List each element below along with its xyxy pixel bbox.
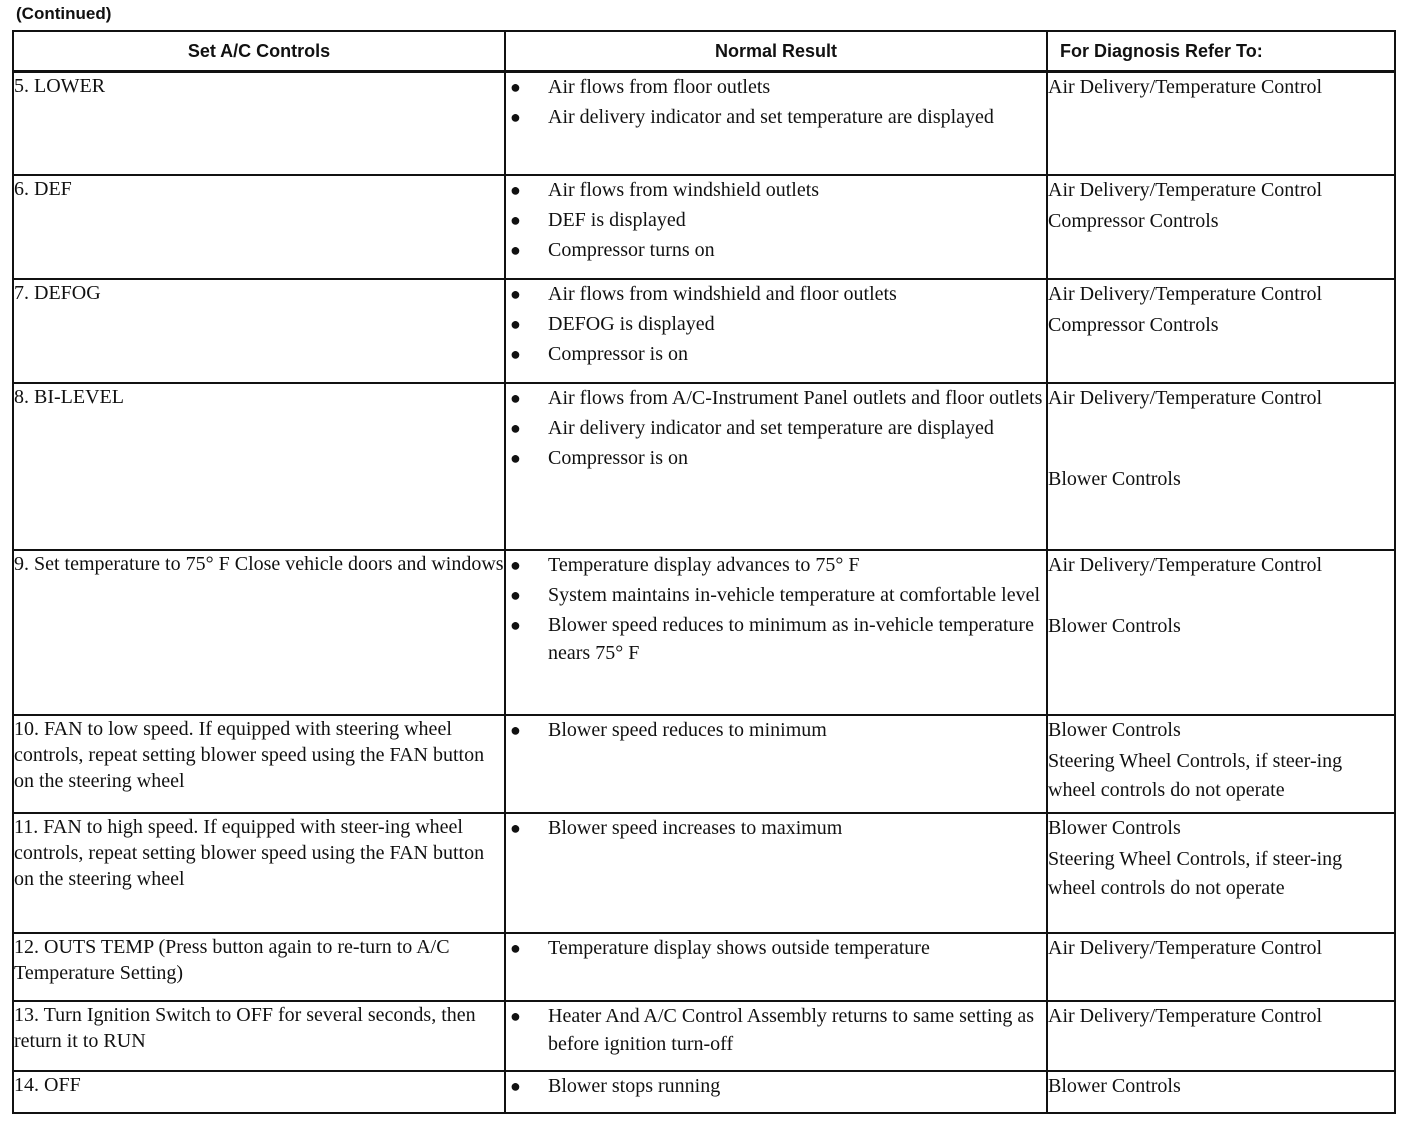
column-header-result: Normal Result — [505, 31, 1047, 72]
reference-text: Air Delivery/Temperature Control — [1048, 386, 1323, 409]
reference-text: Blower Controls — [1048, 1074, 1181, 1097]
bullet-icon: ● — [510, 283, 521, 304]
bullet-icon: ● — [510, 107, 521, 127]
result-cell — [505, 279, 1047, 383]
bullet-icon: ● — [510, 447, 521, 468]
control-cell — [13, 813, 505, 933]
reference-cell — [1047, 72, 1395, 175]
control-cell — [13, 279, 505, 383]
table-row — [13, 279, 1395, 383]
reference-cell — [1047, 813, 1395, 933]
table-row — [13, 383, 1395, 550]
table-row — [13, 1001, 1395, 1071]
bullet-icon: ● — [510, 387, 521, 408]
control-cell — [13, 933, 505, 1001]
result-item: ● Air flows from windshield outlets — [506, 176, 1046, 204]
bullet-icon: ● — [510, 937, 521, 958]
reference-text: Steering Wheel Controls, if steer-ing wheel controls do not operate — [1048, 749, 1343, 801]
bullet-icon: ● — [510, 817, 521, 838]
result-item: ● Blower stops running — [506, 1072, 1046, 1100]
bullet-icon: ● — [510, 343, 521, 364]
table-header-row — [13, 31, 1395, 72]
bullet-icon: ● — [510, 719, 521, 740]
result-cell — [505, 715, 1047, 813]
control-text: 14. OFF — [14, 1073, 81, 1096]
control-text: 11. FAN to high speed. If equipped with steer-ing wheel controls, repeat setting blower speed using the FAN button on the steering wheel — [14, 815, 485, 890]
reference-text: Air Delivery/Temperature Control — [1048, 76, 1323, 98]
reference-text: Compressor Controls — [1048, 209, 1219, 232]
result-cell — [505, 175, 1047, 279]
reference-cell — [1047, 175, 1395, 279]
control-text: 8. BI-LEVEL — [14, 385, 124, 408]
column-header-diagnosis: For Diagnosis Refer To: — [1047, 31, 1395, 72]
reference-cell — [1047, 279, 1395, 383]
column-header-controls: Set A/C Controls — [13, 31, 505, 72]
table-row — [13, 933, 1395, 1001]
reference-text: Air Delivery/Temperature Control — [1048, 1004, 1323, 1027]
result-item: ● System maintains in-vehicle temperature at comfortable level — [506, 581, 1046, 609]
control-cell — [13, 72, 505, 175]
result-cell — [505, 72, 1047, 175]
result-item: ● Blower speed reduces to minimum — [506, 716, 1046, 744]
result-item: ● DEFOG is displayed — [506, 310, 1046, 338]
control-text: 13. Turn Ignition Switch to OFF for several seconds, then return it to RUN — [14, 1003, 476, 1052]
reference-text: Air Delivery/Temperature Control — [1048, 178, 1323, 201]
result-cell — [505, 1071, 1047, 1113]
result-item: ● Air delivery indicator and set temperature are displayed — [506, 414, 1046, 442]
result-item: ● Compressor is on — [506, 340, 1046, 368]
control-cell — [13, 1071, 505, 1113]
result-item: ● Heater And A/C Control Assembly returns to same setting as before ignition turn-off — [506, 1002, 1046, 1058]
bullet-icon: ● — [510, 77, 521, 97]
result-cell — [505, 1001, 1047, 1071]
bullet-icon: ● — [510, 209, 521, 230]
control-cell — [13, 383, 505, 550]
result-cell — [505, 550, 1047, 715]
control-text: 6. DEF — [14, 177, 72, 200]
control-cell — [13, 175, 505, 279]
continued-note: (Continued) — [16, 4, 112, 23]
reference-cell — [1047, 715, 1395, 813]
control-text: 12. OUTS TEMP (Press button again to re-turn to A/C Temperature Setting) — [14, 935, 450, 984]
control-cell — [13, 550, 505, 715]
bullet-icon: ● — [510, 179, 521, 200]
result-item: ● Temperature display shows outside temperature — [506, 934, 1046, 962]
result-item: ● Air flows from A/C-Instrument Panel outlets and floor outlets — [506, 384, 1046, 412]
ac-diagnosis-table — [12, 30, 1396, 1114]
reference-text: Air Delivery/Temperature Control — [1048, 282, 1323, 305]
result-item: ● Blower speed increases to maximum — [506, 814, 1046, 842]
table-row — [13, 715, 1395, 813]
result-cell — [505, 383, 1047, 550]
result-item: ● Blower speed reduces to minimum as in-vehicle temperature nears 75° F — [506, 611, 1046, 667]
control-text: 5. LOWER — [14, 75, 106, 97]
bullet-icon: ● — [510, 239, 521, 260]
control-cell — [13, 1001, 505, 1071]
control-text: 9. Set temperature to 75° F Close vehicle doors and windows — [14, 552, 504, 575]
bullet-icon: ● — [510, 1005, 521, 1026]
reference-cell — [1047, 383, 1395, 550]
reference-text: Blower Controls — [1048, 467, 1181, 490]
reference-cell — [1047, 550, 1395, 715]
table-row — [13, 175, 1395, 279]
result-item: ● Air flows from floor outlets — [506, 73, 1046, 101]
reference-text: Steering Wheel Controls, if steer-ing wheel controls do not operate — [1048, 847, 1343, 899]
table-row — [13, 550, 1395, 715]
result-item: ● DEF is displayed — [506, 206, 1046, 234]
bullet-icon: ● — [510, 554, 521, 575]
reference-cell — [1047, 1071, 1395, 1113]
result-item: ● Air flows from windshield and floor outlets — [506, 280, 1046, 308]
result-item: ● Compressor turns on — [506, 236, 1046, 264]
reference-cell — [1047, 933, 1395, 1001]
reference-text: Air Delivery/Temperature Control — [1048, 936, 1323, 959]
control-text: 10. FAN to low speed. If equipped with steering wheel controls, repeat setting blower speed using the FAN button on the steering wheel — [14, 717, 485, 792]
bullet-icon: ● — [510, 584, 521, 605]
reference-text: Blower Controls — [1048, 718, 1181, 741]
control-text: 7. DEFOG — [14, 281, 101, 304]
result-cell — [505, 813, 1047, 933]
reference-text: Blower Controls — [1048, 816, 1181, 839]
table-row — [13, 72, 1395, 175]
table-row — [13, 813, 1395, 933]
result-item: ● Air delivery indicator and set temperature are displayed — [506, 103, 1046, 131]
reference-text: Compressor Controls — [1048, 313, 1219, 336]
reference-text: Blower Controls — [1048, 614, 1181, 637]
result-item: ● Compressor is on — [506, 444, 1046, 472]
reference-text: Air Delivery/Temperature Control — [1048, 553, 1323, 576]
control-cell — [13, 715, 505, 813]
reference-cell — [1047, 1001, 1395, 1071]
bullet-icon: ● — [510, 614, 521, 635]
result-cell — [505, 933, 1047, 1001]
result-item: ● Temperature display advances to 75° F — [506, 551, 1046, 579]
bullet-icon: ● — [510, 1075, 521, 1096]
bullet-icon: ● — [510, 417, 521, 438]
table-row — [13, 1071, 1395, 1113]
bullet-icon: ● — [510, 313, 521, 334]
